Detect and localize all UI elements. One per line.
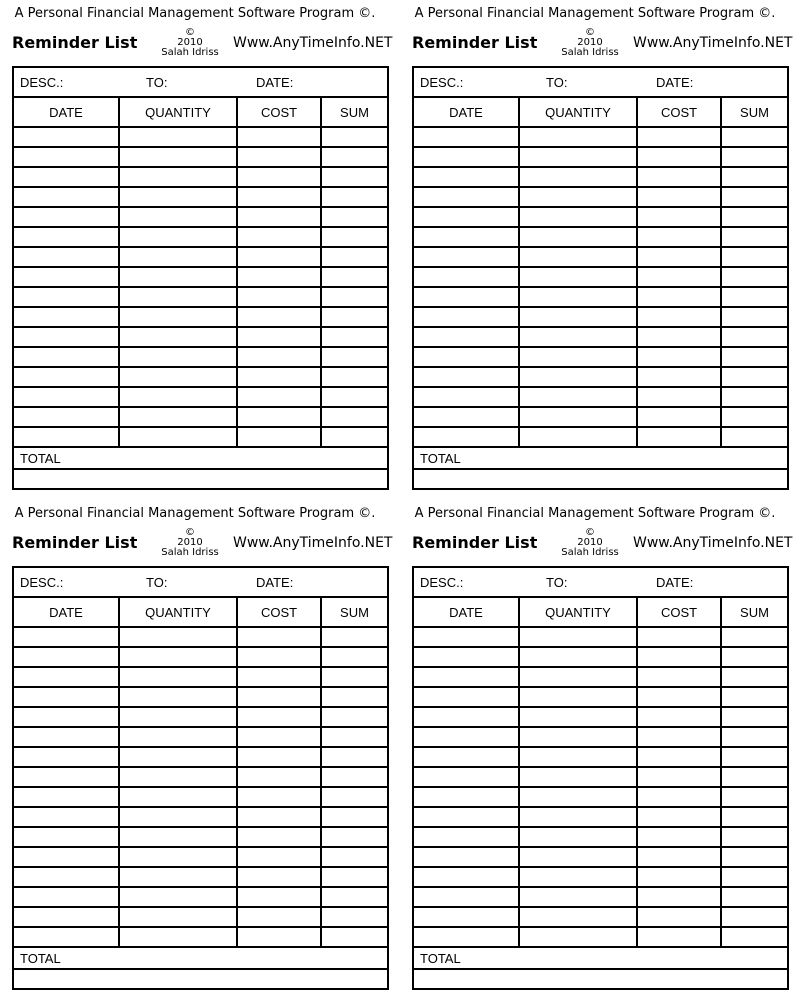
entry-row (414, 228, 787, 248)
entry-row (14, 848, 387, 868)
reminder-card (400, 0, 793, 490)
entry-row (14, 908, 387, 928)
date-label: DATE: (656, 575, 694, 590)
entry-row (14, 888, 387, 908)
website: Www.AnyTimeInfo.NET (633, 535, 793, 551)
column-divider (518, 598, 520, 948)
website: Www.AnyTimeInfo.NET (633, 35, 793, 51)
entry-row (14, 308, 387, 328)
entry-row (14, 688, 387, 708)
entry-row (14, 268, 387, 288)
entry-row (414, 628, 787, 648)
entry-row (414, 688, 787, 708)
tagline: A Personal Financial Management Software Program ©. (414, 6, 776, 21)
copyright-symbol: © (585, 27, 595, 38)
column-header-sum: SUM (340, 105, 369, 120)
credit-block (150, 28, 230, 58)
desc-row (414, 568, 787, 598)
website: Www.AnyTimeInfo.NET (233, 35, 393, 51)
column-header-quantity: QUANTITY (145, 605, 211, 620)
year: 2010 (177, 537, 203, 548)
desc-row (414, 68, 787, 98)
entry-row (14, 168, 387, 188)
entry-row (14, 128, 387, 148)
entry-row (414, 848, 787, 868)
year: 2010 (577, 537, 603, 548)
tagline: A Personal Financial Management Software Program ©. (14, 6, 376, 21)
column-header-row (14, 98, 387, 128)
column-divider (118, 598, 120, 948)
entry-row (14, 648, 387, 668)
entry-row (414, 408, 787, 428)
column-header-sum: SUM (740, 105, 769, 120)
reminder-form (12, 566, 389, 990)
entry-row (14, 868, 387, 888)
card-title: Reminder List (12, 533, 138, 552)
entry-row (14, 928, 387, 948)
column-header-row (414, 98, 787, 128)
column-header-row (14, 598, 387, 628)
author: Salah Idriss (161, 547, 219, 558)
entry-row (14, 808, 387, 828)
entry-row (414, 268, 787, 288)
copyright-symbol: © (585, 527, 595, 538)
entry-row (414, 208, 787, 228)
entry-row (14, 248, 387, 268)
entry-row (414, 248, 787, 268)
column-header-cost: COST (660, 105, 698, 120)
column-header-cost: COST (260, 605, 298, 620)
total-row (14, 448, 387, 470)
entry-row (14, 788, 387, 808)
column-header-cost: COST (260, 105, 298, 120)
reminder-card (0, 0, 393, 490)
year: 2010 (577, 37, 603, 48)
entry-row (414, 288, 787, 308)
entry-row (414, 928, 787, 948)
entry-row (414, 128, 787, 148)
entry-row (414, 808, 787, 828)
column-header-quantity: QUANTITY (545, 105, 611, 120)
desc-label: DESC.: (420, 75, 464, 90)
entry-row (14, 748, 387, 768)
entry-row (414, 188, 787, 208)
entry-row (14, 668, 387, 688)
to-label: TO: (146, 575, 168, 590)
entry-row (14, 228, 387, 248)
entry-row (14, 408, 387, 428)
column-divider (518, 98, 520, 448)
column-header-date: DATE (449, 605, 483, 620)
total-label: TOTAL (20, 951, 61, 966)
entry-row (14, 348, 387, 368)
entry-row (14, 428, 387, 448)
website: Www.AnyTimeInfo.NET (233, 535, 393, 551)
entry-row (14, 828, 387, 848)
entry-row (14, 188, 387, 208)
column-header-quantity: QUANTITY (545, 605, 611, 620)
entry-row (14, 148, 387, 168)
copyright-symbol: © (185, 27, 195, 38)
entry-row (14, 628, 387, 648)
entry-row (414, 308, 787, 328)
total-row (14, 948, 387, 970)
column-header-sum: SUM (340, 605, 369, 620)
credit-block (550, 528, 630, 558)
column-divider (320, 598, 322, 948)
reminder-form (412, 66, 789, 490)
total-label: TOTAL (20, 451, 61, 466)
entry-row (414, 648, 787, 668)
entry-row (14, 708, 387, 728)
entry-row (414, 868, 787, 888)
date-label: DATE: (656, 75, 694, 90)
entry-row (414, 768, 787, 788)
entry-row (414, 428, 787, 448)
total-label: TOTAL (420, 451, 461, 466)
desc-label: DESC.: (420, 575, 464, 590)
entry-row (414, 168, 787, 188)
entry-row (14, 368, 387, 388)
column-header-date: DATE (49, 605, 83, 620)
entry-row (414, 828, 787, 848)
column-header-row (414, 598, 787, 628)
entry-row (414, 888, 787, 908)
entry-row (14, 728, 387, 748)
entry-row (14, 388, 387, 408)
card-title: Reminder List (412, 33, 538, 52)
entry-row (414, 728, 787, 748)
credit-block (150, 528, 230, 558)
author: Salah Idriss (561, 547, 619, 558)
column-divider (636, 598, 638, 948)
column-divider (236, 598, 238, 948)
column-header-date: DATE (49, 105, 83, 120)
tagline: A Personal Financial Management Software Program ©. (14, 506, 376, 521)
desc-row (14, 68, 387, 98)
date-label: DATE: (256, 75, 294, 90)
card-title: Reminder List (412, 533, 538, 552)
column-divider (636, 98, 638, 448)
column-header-quantity: QUANTITY (145, 105, 211, 120)
column-divider (236, 98, 238, 448)
total-row (414, 448, 787, 470)
entry-row (14, 288, 387, 308)
entry-row (414, 788, 787, 808)
to-label: TO: (546, 575, 568, 590)
total-label: TOTAL (420, 951, 461, 966)
to-label: TO: (546, 75, 568, 90)
reminder-form (412, 566, 789, 990)
entry-row (414, 368, 787, 388)
entry-row (14, 208, 387, 228)
entry-row (414, 908, 787, 928)
column-divider (320, 98, 322, 448)
column-header-cost: COST (660, 605, 698, 620)
total-row (414, 948, 787, 970)
reminder-card (0, 500, 393, 990)
entry-row (414, 668, 787, 688)
date-label: DATE: (256, 575, 294, 590)
entry-row (414, 708, 787, 728)
entry-row (14, 768, 387, 788)
credit-block (550, 28, 630, 58)
entry-row (414, 148, 787, 168)
card-title: Reminder List (12, 33, 138, 52)
entry-row (414, 328, 787, 348)
author: Salah Idriss (561, 47, 619, 58)
entry-row (414, 748, 787, 768)
column-divider (118, 98, 120, 448)
to-label: TO: (146, 75, 168, 90)
entry-row (414, 388, 787, 408)
column-divider (720, 598, 722, 948)
column-divider (720, 98, 722, 448)
reminder-form (12, 66, 389, 490)
entry-row (414, 348, 787, 368)
year: 2010 (177, 37, 203, 48)
copyright-symbol: © (185, 527, 195, 538)
desc-row (14, 568, 387, 598)
column-header-date: DATE (449, 105, 483, 120)
entry-row (14, 328, 387, 348)
column-header-sum: SUM (740, 605, 769, 620)
desc-label: DESC.: (20, 75, 64, 90)
tagline: A Personal Financial Management Software Program ©. (414, 506, 776, 521)
desc-label: DESC.: (20, 575, 64, 590)
author: Salah Idriss (161, 47, 219, 58)
reminder-card (400, 500, 793, 990)
